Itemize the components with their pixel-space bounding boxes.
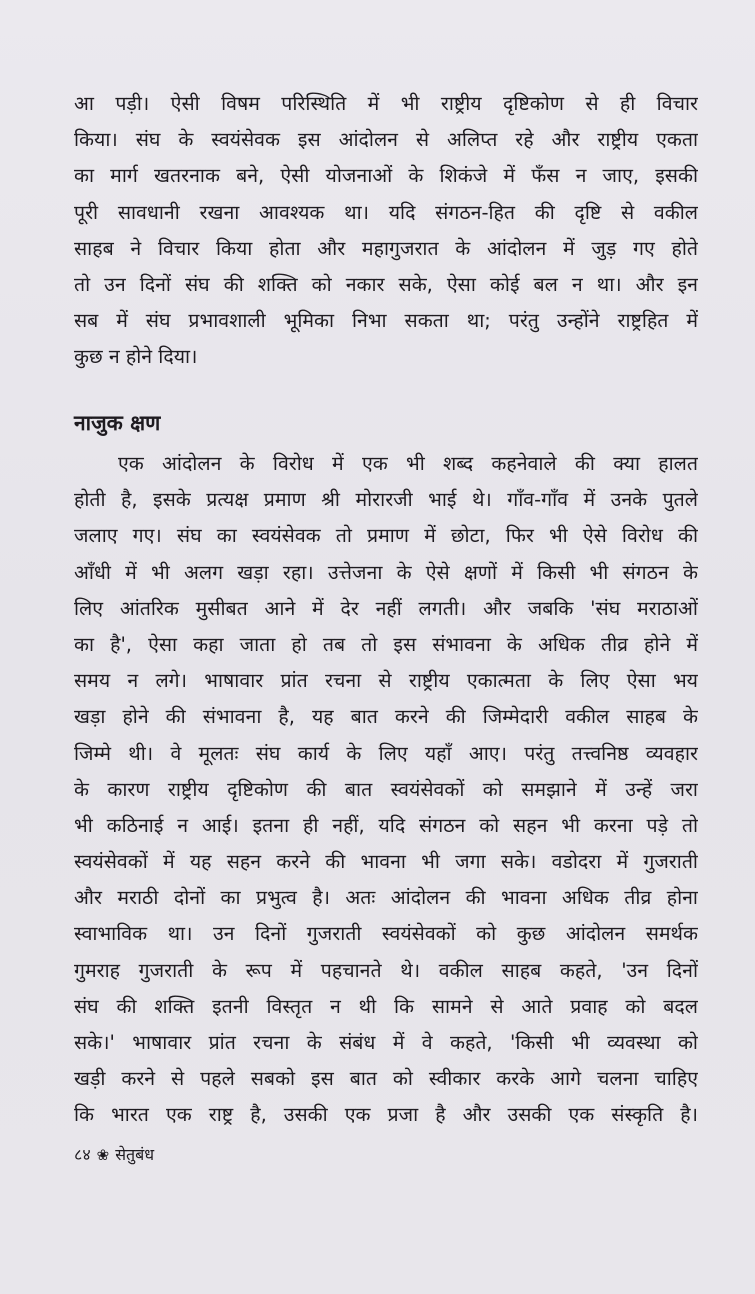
text-line: जिम्मे थी। वे मूलतः संघ कार्य के लिए यहाँ आए। परंतु तत्त्वनिष्ठ व्यवहार	[74, 741, 698, 765]
text-line: स्वाभाविक था। उन दिनों गुजराती स्वयंसेवकों को कुछ आंदोलन समर्थक	[74, 922, 698, 946]
text-line: के कारण राष्ट्रीय दृष्टिकोण की बात स्वयंसेवकों को समझाने में उन्हें जरा	[74, 777, 698, 801]
text-line: और मराठी दोनों का प्रभुत्व है। अतः आंदोलन की भावना अधिक तीव्र होना	[74, 886, 698, 910]
text-line: का है', ऐसा कहा जाता हो तब तो इस संभावना के अधिक तीव्र होने में	[74, 632, 698, 656]
section-heading: नाजुक क्षण	[74, 411, 161, 435]
text-line: होती है, इसके प्रत्यक्ष प्रमाण श्री मोरारजी भाई थे। गाँव-गाँव में उनके पुतले	[74, 488, 698, 512]
text-line: स्वयंसेवकों में यह सहन करने की भावना भी जगा सके। वडोदरा में गुजराती	[74, 850, 698, 874]
text-line: पूरी सावधानी रखना आवश्यक था। यदि संगठन-हित की दृष्टि से वकील	[74, 200, 698, 224]
page-footer	[74, 1140, 154, 1170]
text-line: साहब ने विचार किया होता और महागुजरात के आंदोलन में जुड़ गए होते	[74, 236, 698, 260]
text-line: भी कठिनाई न आई। इतना ही नहीं, यदि संगठन को सहन भी करना पड़े तो	[74, 813, 698, 837]
text-line: समय न लगे। भाषावार प्रांत रचना से राष्ट्रीय एकात्मता के लिए ऐसा भय	[74, 669, 698, 693]
text-line: लिए आंतरिक मुसीबत आने में देर नहीं लगती। और जबकि 'संघ मराठाओं	[74, 596, 698, 620]
text-line: गुमराह गुजराती के रूप में पहचानते थे। वकील साहब कहते, 'उन दिनों	[74, 958, 698, 982]
text-line: किया। संघ के स्वयंसेवक इस आंदोलन से अलिप्त रहे और राष्ट्रीय एकता	[74, 128, 698, 152]
text-line: संघ की शक्ति इतनी विस्तृत न थी कि सामने से आते प्रवाह को बदल	[74, 994, 698, 1018]
paragraph-continuation	[74, 86, 698, 376]
text-line: का मार्ग खतरनाक बने, ऐसी योजनाओं के शिकंजे में फँस न जाए, इसकी	[74, 164, 698, 188]
text-line: आ पड़ी। ऐसी विषम परिस्थिति में भी राष्ट्रीय दृष्टिकोण से ही विचार	[74, 92, 698, 115]
text-line: आँधी में भी अलग खड़ा रहा। उत्तेजना के ऐसे क्षणों में किसी भी संगठन के	[74, 560, 698, 584]
text-line: सब में संघ प्रभावशाली भूमिका निभा सकता था; परंतु उन्होंने राष्ट्रहित में	[74, 309, 698, 333]
text-line: कुछ न होने दिया।	[74, 345, 198, 369]
book-title: सेतुबंध	[115, 1145, 155, 1164]
paragraph-main	[74, 446, 698, 1134]
text-line: कि भारत एक राष्ट्र है, उसकी एक प्रजा है और उसकी एक संस्कृति है।	[74, 1103, 698, 1127]
text-line: खड़ा होने की संभावना है, यह बात करने की जिम्मेदारी वकील साहब के	[74, 705, 698, 729]
text-line: तो उन दिनों संघ की शक्ति को नकार सके, ऐसा कोई बल न था। और इन	[74, 272, 698, 296]
page-number: ८४	[74, 1145, 91, 1164]
text-line: खड़ी करने से पहले सबको इस बात को स्वीकार करके आगे चलना चाहिए	[74, 1067, 698, 1091]
text-line: एक आंदोलन के विरोध में एक भी शब्द कहनेवाले की क्या हालत	[118, 452, 698, 475]
text-line: सके।' भाषावार प्रांत रचना के संबंध में वे कहते, 'किसी भी व्यवस्था को	[74, 1031, 698, 1054]
flower-ornament-icon: ❀	[96, 1146, 110, 1164]
text-line: जलाए गए। संघ का स्वयंसेवक तो प्रमाण में छोटा, फिर भी ऐसे विरोध की	[74, 524, 698, 548]
